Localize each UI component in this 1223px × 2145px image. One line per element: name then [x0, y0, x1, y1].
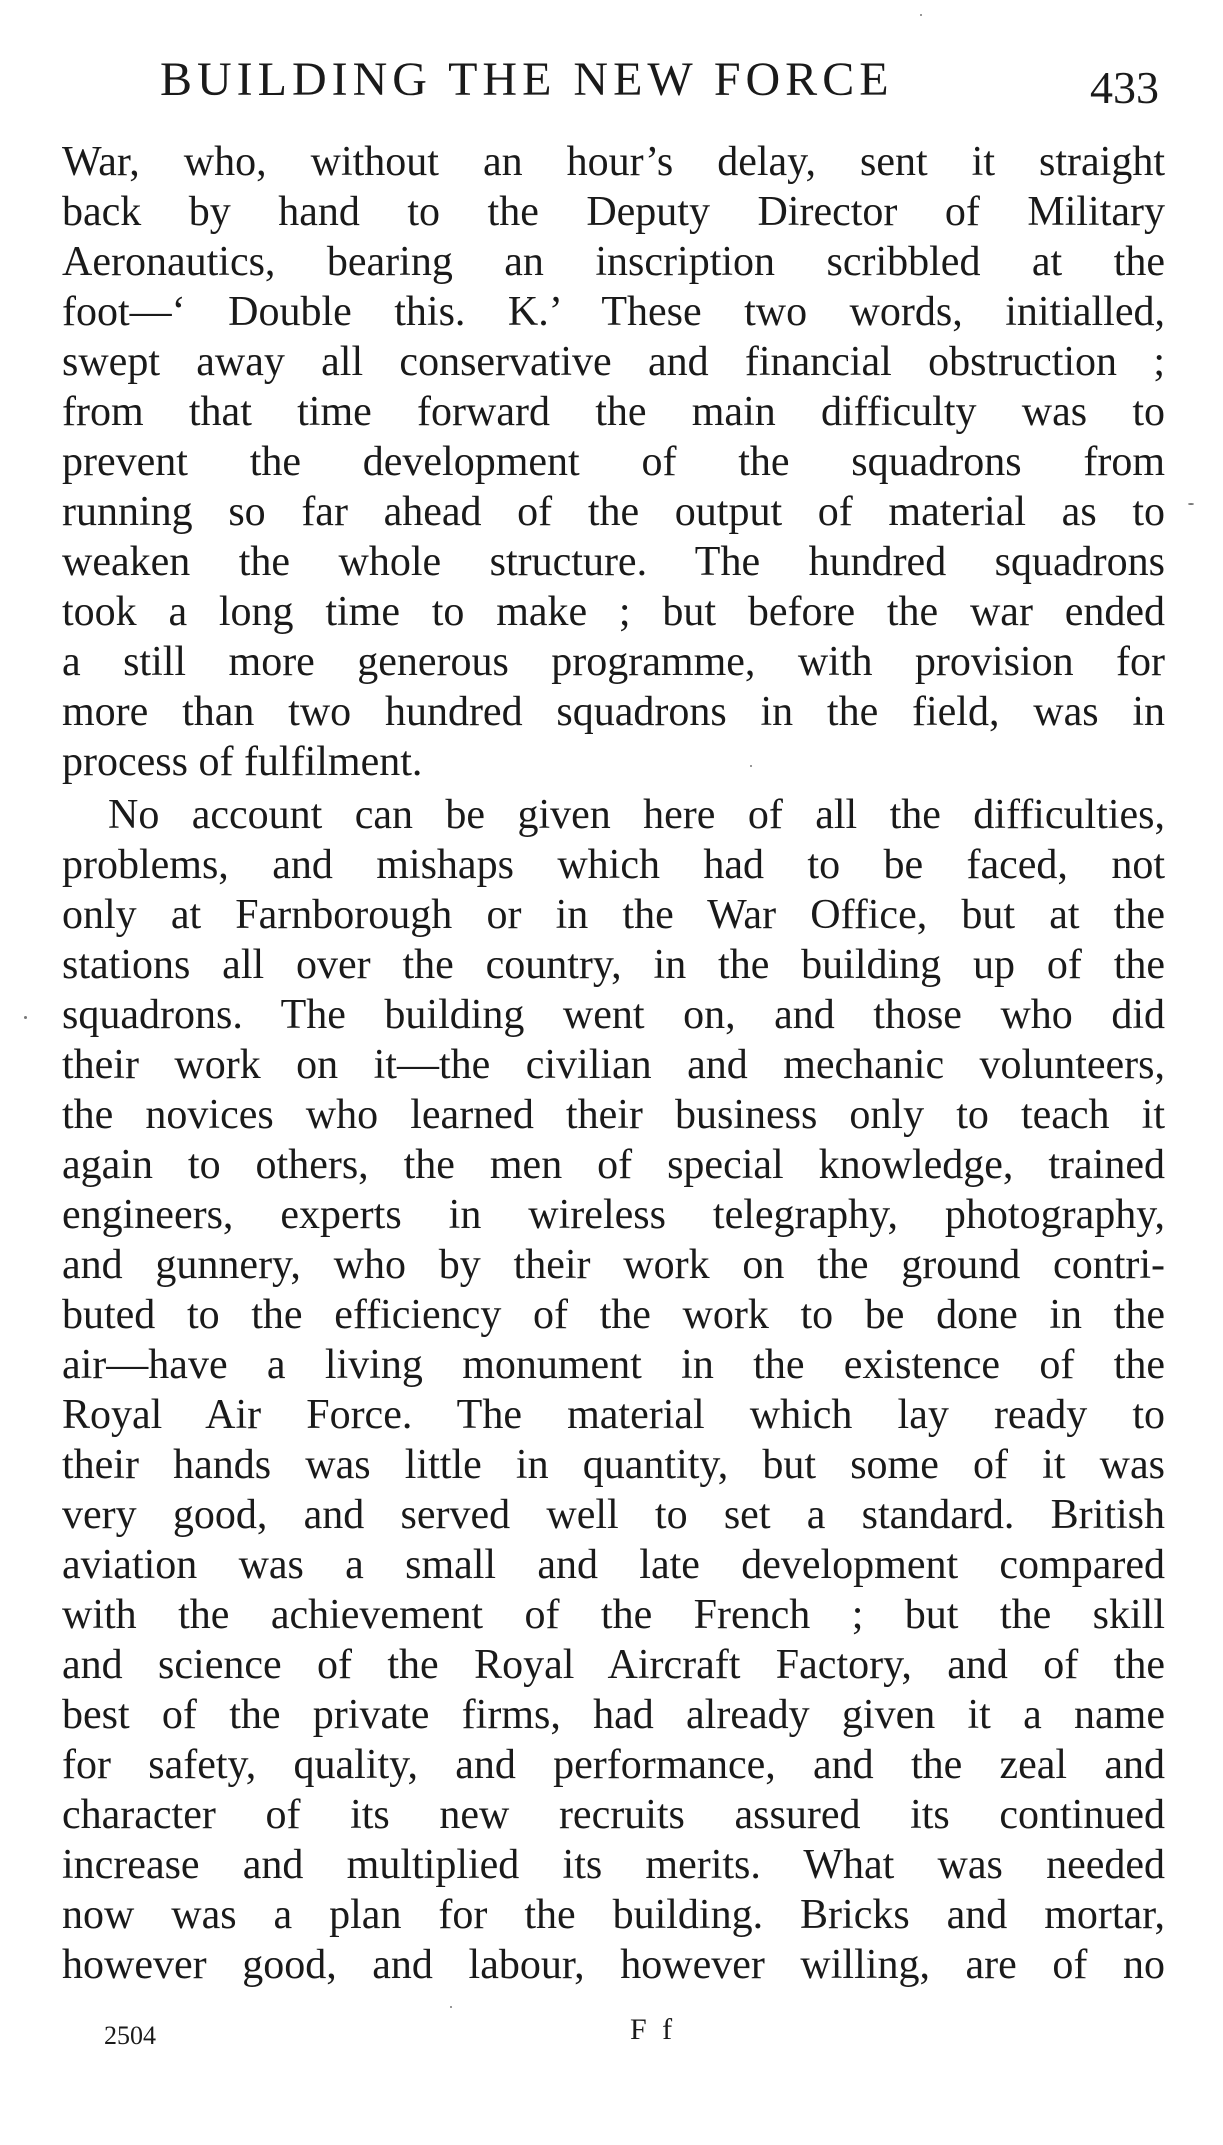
- text-line: their work on it—the civilian and mechanic volunteers,: [62, 1042, 1165, 1088]
- text-line: buted to the efficiency of the work to be done in the: [62, 1292, 1165, 1338]
- text-line: aviation was a small and late development compared: [62, 1542, 1165, 1588]
- text-line: Aeronautics, bearing an inscription scribbled at the: [62, 239, 1165, 285]
- text-line: their hands was little in quantity, but some of it was: [62, 1442, 1165, 1488]
- text-line: best of the private firms, had already given it a name: [62, 1692, 1165, 1738]
- text-line: only at Farnborough or in the War Office, but at the: [62, 892, 1165, 938]
- text-line: air—have a living monument in the existence of the: [62, 1342, 1165, 1388]
- text-line: for safety, quality, and performance, and the zeal and: [62, 1742, 1165, 1788]
- page-number: 433: [1090, 62, 1159, 113]
- scan-speck: [920, 14, 922, 16]
- scan-speck: [1188, 503, 1194, 505]
- text-line: more than two hundred squadrons in the field, was in: [62, 689, 1165, 735]
- text-line: and gunnery, who by their work on the ground contri-: [62, 1242, 1165, 1288]
- text-line: the novices who learned their business only to teach it: [62, 1092, 1165, 1138]
- text-line: Royal Air Force. The material which lay ready to: [62, 1392, 1165, 1438]
- text-line: character of its new recruits assured its continued: [62, 1792, 1165, 1838]
- text-line: weaken the whole structure. The hundred squadrons: [62, 539, 1165, 585]
- text-line: however good, and labour, however willing, are of no: [62, 1942, 1165, 1988]
- text-line: now was a plan for the building. Bricks and mortar,: [62, 1892, 1165, 1938]
- text-line: swept away all conservative and financial obstruction ;: [62, 339, 1165, 385]
- text-line: increase and multiplied its merits. What was needed: [62, 1842, 1165, 1888]
- scan-speck: [450, 2006, 452, 2008]
- text-line: with the achievement of the French ; but the skill: [62, 1592, 1165, 1638]
- text-line: prevent the development of the squadrons from: [62, 439, 1165, 485]
- scan-speck: [750, 765, 752, 767]
- text-line: back by hand to the Deputy Director of Military: [62, 189, 1165, 235]
- text-line: engineers, experts in wireless telegraphy, photography,: [62, 1192, 1165, 1238]
- text-line: a still more generous programme, with provision for: [62, 639, 1165, 685]
- text-line: process of fulfilment.: [62, 739, 423, 785]
- text-line: running so far ahead of the output of material as to: [62, 489, 1165, 535]
- text-line: and science of the Royal Aircraft Factory, and of the: [62, 1642, 1165, 1688]
- text-line: foot—‘ Double this. K.’ These two words, initialled,: [62, 289, 1165, 335]
- text-line: from that time forward the main difficulty was to: [62, 389, 1165, 435]
- text-line: very good, and served well to set a standard. British: [62, 1492, 1165, 1538]
- text-line: took a long time to make ; but before the war ended: [62, 589, 1165, 635]
- running-head-title: BUILDING THE NEW FORCE: [160, 53, 894, 106]
- text-line: stations all over the country, in the building up of the: [62, 942, 1165, 988]
- text-line: War, who, without an hour’s delay, sent it straight: [62, 139, 1165, 185]
- gathering-mark: F f: [630, 2013, 677, 2046]
- text-line: No account can be given here of all the difficulties,: [108, 792, 1165, 838]
- text-line: squadrons. The building went on, and those who did: [62, 992, 1165, 1038]
- scan-speck: [24, 1016, 27, 1019]
- text-line: again to others, the men of special knowledge, trained: [62, 1142, 1165, 1188]
- text-line: problems, and mishaps which had to be faced, not: [62, 842, 1165, 888]
- printer-signature: 2504: [104, 2021, 156, 2050]
